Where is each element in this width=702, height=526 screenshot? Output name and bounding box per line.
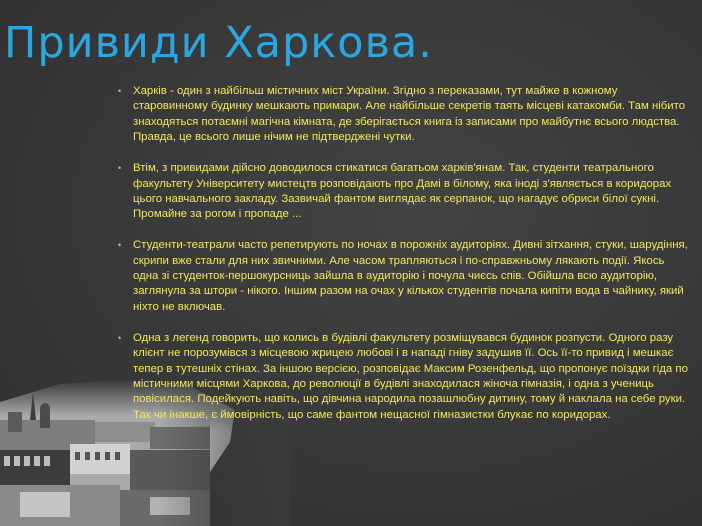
paragraph-list [118,84,688,439]
bullet-icon: • [118,86,122,96]
paragraph-text: Одна з легенд говорить, що колись в будівлі факультету розміщувався будинок розпусти. Одного разу клієнт не порозумівся з місцевою жрицею любові і в нападі гніву задушив її. Ось її-то привид і мешкає тепер в тутешніх стінах. За іншою версією, розповідає Максим Розенфельд, що пропонує поїздки гіда по містичними місцями Харкова, до революції в будівлі знаходилася жіноча гімназія, і одна з учениць повісилася. Подейкують навіть, що дівчина народила позашлюбну дитину, тому й наклала на себе руки. Так чи інакше, є ймовірність, що саме фантом нещасної гімназистки блукає по коридорах. [133,331,688,421]
list-item [118,84,688,146]
list-item [118,161,688,223]
bullet-icon: • [118,332,122,343]
paragraph-text: Студенти-театрали часто репетирують по ночах в порожніх аудиторіях. Дивні зітхання, стуки, шарудіння, скрипи вже стали для них звичними. Але часом трапляються і по-справжньому лякають події. Якось одна зі студенток-першокурсниць зайшла в аудиторію і почула чиєсь спів. Обійшла всю аудиторію, заглянула за штори - нікого. Іншим разом на очах у кількох студентів почала кипіти вода в чайнику, який ніхто не включав. [133,239,688,313]
list-item [118,331,688,423]
bullet-icon: • [118,163,122,174]
paragraph-text: Харків - один з найбільш містичних міст України. Згідно з переказами, тут майже в кожному старовинному будинку мешкають примари. Але найбільше секретів таять місцеві катакомби. Там нібито знаходяться потаємні магічна кімната, де зберігається книга із записами про майбутнє всього людства. Правда, це всього лише нічим не підтверджені чутки. [133,85,686,144]
bullet-icon: • [118,240,122,251]
slide-title: Привиди Харкова. [4,18,433,68]
paragraph-text: Втім, з привидами дійсно доводилося стикатися багатьом харків'янам. Так, студенти театрального факультету Університету мистецтв розповідають про Дамі в білому, яка іноді з'являється в коридорах цього навчального закладу. Зазвичай фантом виглядає як серпанок, що нагадує обриси білої сукні. Промайне за рогом і пропаде ... [133,162,672,221]
list-item [118,238,688,315]
